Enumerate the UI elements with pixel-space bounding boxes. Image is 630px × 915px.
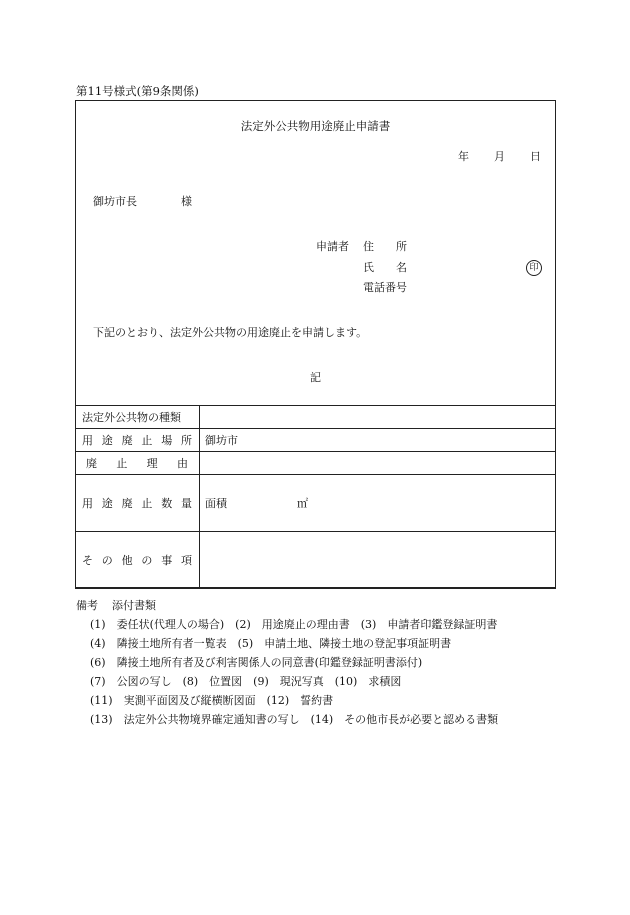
table-row xyxy=(76,475,556,532)
application-form-frame xyxy=(75,100,556,588)
date-year: 年 xyxy=(458,150,469,163)
row-label-other: そ の 他 の 事 項 xyxy=(76,532,200,589)
addressee-name: 御坊市長 xyxy=(93,195,137,208)
area-label: 面積 xyxy=(205,497,227,510)
table-row xyxy=(76,532,556,589)
notes-heading xyxy=(76,600,156,611)
row-label-reason: 廃 止 理 由 xyxy=(76,452,200,475)
attachment-line: (4) 隣接土地所有者一覧表 (5) 申請土地、隣接土地の登記事項証明書 xyxy=(90,637,452,650)
date-day: 日 xyxy=(530,150,541,163)
table-row xyxy=(76,406,556,429)
applicant-label: 申請者 xyxy=(316,240,349,253)
date-month: 月 xyxy=(494,150,505,163)
area-unit: ㎡ xyxy=(297,497,308,510)
attachment-line: (11) 実測平面図及び縦横断図面 (12) 誓約書 xyxy=(90,694,334,707)
row-label-location: 用 途 廃 止 場 所 xyxy=(76,429,200,452)
row-label-type: 法定外公共物の種類 xyxy=(76,406,200,429)
applicant-address-label: 住 所 xyxy=(363,240,407,253)
row-value-quantity xyxy=(200,475,556,532)
attachment-line: (7) 公図の写し (8) 位置図 (9) 現況写真 (10) 求積図 xyxy=(90,675,402,688)
attachment-line: (1) 委任状(代理人の場合) (2) 用途廃止の理由書 (3) 申請者印鑑登録証明書 xyxy=(90,618,498,631)
row-label-quantity: 用 途 廃 止 数 量 xyxy=(76,475,200,532)
table-row xyxy=(76,429,556,452)
request-statement: 下記のとおり、法定外公共物の用途廃止を申請します。 xyxy=(93,326,368,339)
row-value-other xyxy=(200,532,556,589)
attachment-line: (13) 法定外公共物境界確定通知書の写し (14) その他市長が必要と認める書類 xyxy=(90,713,499,726)
row-value-reason xyxy=(200,452,556,475)
applicant-name-label: 氏 名 xyxy=(363,261,407,274)
notes-label: 備考 xyxy=(76,599,98,612)
form-title: 法定外公共物用途廃止申請書 xyxy=(240,119,391,133)
date-line xyxy=(458,151,541,162)
ki-heading: 記 xyxy=(310,371,321,384)
addressee-honorific: 様 xyxy=(181,195,192,208)
table-row xyxy=(76,452,556,475)
attachments-label: 添付書類 xyxy=(112,599,156,612)
attachment-line: (6) 隣接土地所有者及び利害関係人の同意書(印鑑登録証明書添付) xyxy=(90,656,423,669)
addressee xyxy=(93,196,192,207)
applicant-phone-label: 電話番号 xyxy=(363,281,407,294)
seal-mark: 印 xyxy=(526,260,542,276)
details-table xyxy=(75,405,556,589)
row-value-type xyxy=(200,406,556,429)
row-value-location: 御坊市 xyxy=(200,429,556,452)
form-code: 第11号様式(第9条関係) xyxy=(76,84,199,98)
